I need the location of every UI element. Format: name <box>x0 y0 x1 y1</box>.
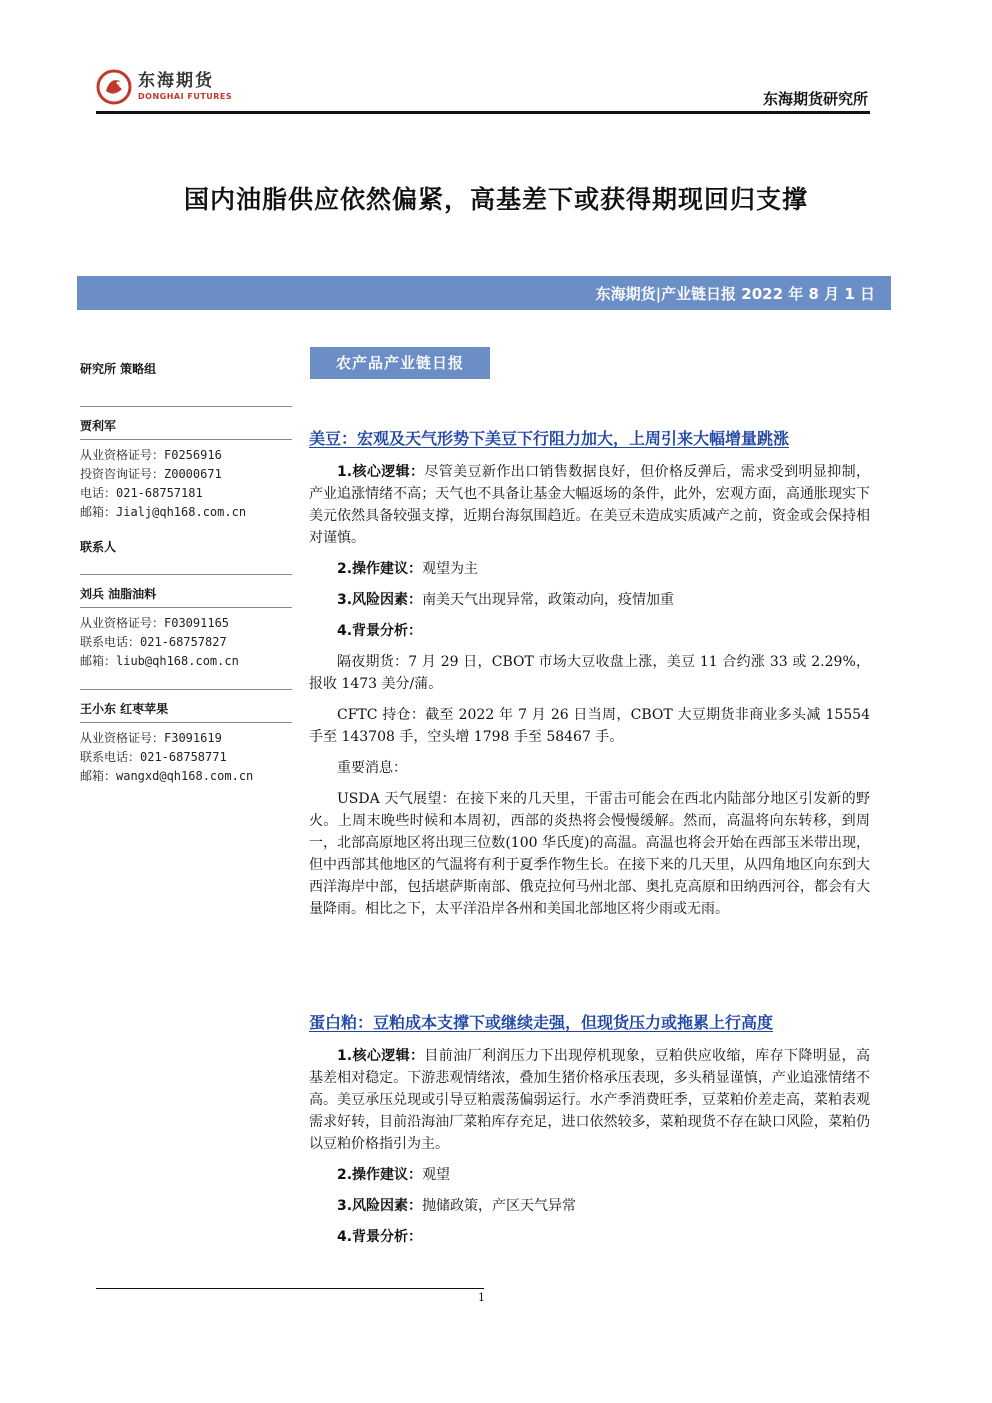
soybean-core-logic <box>309 461 870 549</box>
contact-phone: 联系电话：021-68758771 <box>80 750 227 764</box>
meal-background <box>309 1226 870 1248</box>
institute-name: 东海期货研究所 <box>762 90 868 108</box>
protein-meal-section <box>309 1010 870 1248</box>
news-label: 重要消息： <box>337 760 407 776</box>
risk-label: 3.风险因素： <box>337 1198 423 1214</box>
advice-label: 2.操作建议： <box>337 1167 423 1183</box>
core-logic-label: 1.核心逻辑： <box>337 464 425 480</box>
soybean-background <box>309 620 870 642</box>
logo-english-name: DONGHAI FUTURES <box>138 92 233 101</box>
research-group-label: 研究所 策略组 <box>80 362 157 376</box>
report-title: 国内油脂供应依然偏紧，高基差下或获得期现回归支撑 <box>183 185 808 214</box>
contact-qualification: 从业资格证号：F3091619 <box>80 731 222 745</box>
contact-phone: 联系电话：021-68757827 <box>80 635 227 649</box>
soybean-risk <box>309 589 870 611</box>
advice-label: 2.操作建议： <box>337 561 423 577</box>
footer-divider <box>96 1288 484 1289</box>
contact-name: 刘兵 油脂油料 <box>80 587 157 601</box>
author-consulting-id: 投资咨询证号：Z0000671 <box>80 467 222 481</box>
header-divider <box>96 111 870 114</box>
author-email: 邮箱：Jialj@qh168.com.cn <box>80 505 247 519</box>
background-label: 4.背景分析： <box>337 623 423 639</box>
background-label: 4.背景分析： <box>337 1229 423 1245</box>
company-logo <box>96 66 236 108</box>
risk-label: 3.风险因素： <box>337 592 423 608</box>
contact-email: 邮箱：wangxd@qh168.com.cn <box>80 769 254 783</box>
contact-name: 王小东 红枣苹果 <box>80 702 169 716</box>
meal-core-logic <box>309 1045 870 1155</box>
risk-text: 南美天气出现异常，政策动向，疫情加重 <box>422 592 675 608</box>
soybean-advice <box>309 558 870 580</box>
author-phone: 电话：021-68757181 <box>80 486 203 500</box>
report-info-band <box>77 276 891 310</box>
core-logic-text: 尽管美豆新作出口销售数据良好，但价格反弹后，需求受到明显抑制，产业追涨情绪不高；天气也不具备让基金大幅返场的条件，此外，宏观方面，高通胀现实下美元依然具备较强支撑，近期台海氛围趋近。在美豆未造成实质减产之前，资金或会保持相对谨慎。 <box>309 464 871 546</box>
risk-text: 抛储政策，产区天气异常 <box>422 1198 577 1214</box>
usda-weather-outlook: USDA 天气展望：在接下来的几天里，干雷击可能会在西北内陆部分地区引发新的野火。上周末晚些时候和本周初，西部的炎热将会慢慢缓解。然而，高温将向东转移，到周一，北部高原地区将出现三位数(100 华氏度)的高温。高温也将会开始在西部玉米带出现，但中西部其他地区的气温将有利于夏季作物生长。在接下来的几天里，从四角地区向东到大西洋海岸中部，包括堪萨斯南部、俄克拉何马州北部、奥扎克高原和田纳西河谷，都会有大量降雨。相比之下，太平洋沿岸各州和美国北部地区将少雨或无雨。 <box>309 791 870 917</box>
logo-chinese-name: 东海期货 <box>138 71 214 91</box>
author-sidebar <box>80 360 292 786</box>
contact-qualification: 从业资格证号：F03091165 <box>80 616 230 630</box>
meal-risk <box>309 1195 870 1217</box>
soybean-section <box>309 426 870 920</box>
author-qualification: 从业资格证号：F0256916 <box>80 448 222 462</box>
contacts-heading: 联系人 <box>80 540 117 554</box>
report-date-label: 东海期货|产业链日报 2022 年 8 月 1 日 <box>595 285 875 303</box>
core-logic-text: 目前油厂利润压力下出现停机现象，豆粕供应收缩，库存下降明显，高基差相对稳定。下游悲观情绪浓，叠加生猪价格承压表现，多头稍显谨慎，产业追涨情绪不高。美豆承压兑现或引导豆粕震荡偏弱运行。水产季消费旺季，豆菜粕价差走高，菜粕表观需求好转，目前沿海油厂菜粕库存充足，进口依然较多，菜粕现货不存在缺口风险，菜粕仍以豆粕价格指引为主。 <box>309 1048 871 1152</box>
section-tag: 农产品产业链日报 <box>310 347 490 379</box>
advice-text: 观望 <box>422 1167 451 1183</box>
dragon-logo-icon <box>96 69 132 105</box>
advice-text: 观望为主 <box>422 561 479 577</box>
soybean-section-title: 美豆：宏观及天气形势下美豆下行阻力加大，上周引来大幅增量跳涨 <box>309 429 790 448</box>
meal-advice <box>309 1164 870 1186</box>
author-name: 贾利军 <box>80 419 117 433</box>
core-logic-label: 1.核心逻辑： <box>337 1048 425 1064</box>
contact-email: 邮箱：liub@qh168.com.cn <box>80 654 239 668</box>
page-number: 1 <box>478 1291 485 1304</box>
overnight-futures: 隔夜期货：7 月 29 日，CBOT 市场大豆收盘上涨，美豆 11 合约涨 33 或 2.29%，报收 1473 美分/蒲。 <box>309 654 870 692</box>
protein-meal-section-title: 蛋白粕：豆粕成本支撑下或继续走强，但现货压力或拖累上行高度 <box>309 1013 774 1032</box>
cftc-positions: CFTC 持仓：截至 2022 年 7 月 26 日当周，CBOT 大豆期货非商业多头减 15554 手至 143708 手，空头增 1798 手至 58467 手。 <box>309 707 870 745</box>
